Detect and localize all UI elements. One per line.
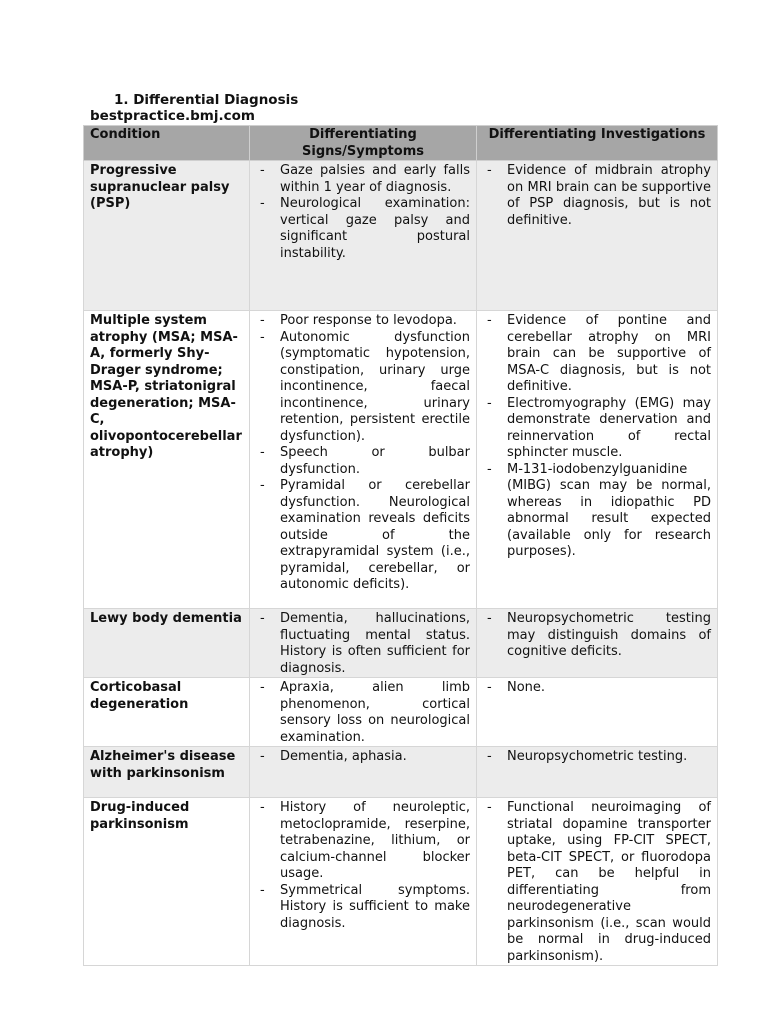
condition-cell: Lewy body dementia [84, 609, 250, 678]
table-row [84, 678, 718, 747]
investigations-list [483, 800, 711, 965]
list-item: - Dementia, hallucinations, fluctuating mental status. History is often sufficient for diagnosis. [256, 611, 470, 677]
investigations-cell [477, 161, 718, 311]
investigations-cell [477, 798, 718, 966]
investigations-list [483, 680, 711, 697]
list-item: - Speech or bulbar dysfunction. [256, 445, 470, 478]
condition-cell: Drug-induced parkinsonism [84, 798, 250, 966]
list-item: - Gaze palsies and early falls within 1 year of diagnosis. [256, 163, 470, 196]
table-header-row [84, 126, 718, 161]
list-item: - Autonomic dysfunction (symptomatic hypotension, constipation, urinary urge incontinence, faecal incontinence, urinary retention, persistent erectile dysfunction). [256, 330, 470, 446]
list-item: - Functional neuroimaging of striatal dopamine transporter uptake, using FP-CIT SPECT, beta-CIT SPECT, or fluorodopa PET, can be helpful in differentiating from neurodegenerative parkinsonism (i.e., scan would be normal in drug-induced parkinsonism). [483, 800, 711, 965]
signs-cell [250, 678, 477, 747]
condition-cell: Progressive supranuclear palsy (PSP) [84, 161, 250, 311]
header-condition: Condition [84, 126, 250, 161]
list-item: - None. [483, 680, 711, 697]
investigations-cell [477, 747, 718, 798]
condition-cell: Multiple system atrophy (MSA; MSA-A, formerly Shy-Drager syndrome; MSA-P, striatonigral degeneration; MSA-C, olivopontocerebellar atrophy) [84, 311, 250, 609]
table-row [84, 311, 718, 609]
list-item: - Symmetrical symptoms. History is sufficient to make diagnosis. [256, 883, 470, 933]
list-item: - Dementia, aphasia. [256, 749, 470, 766]
signs-cell [250, 311, 477, 609]
source-line: bestpractice.bmj.com [90, 108, 255, 124]
list-item: - Electromyography (EMG) may demonstrate denervation and reinnervation of rectal sphincter muscle. [483, 396, 711, 462]
list-item: - Apraxia, alien limb phenomenon, cortical sensory loss on neurological examination. [256, 680, 470, 746]
table-row [84, 161, 718, 311]
list-item: - Neuropsychometric testing may distinguish domains of cognitive deficits. [483, 611, 711, 661]
investigations-list [483, 313, 711, 561]
table-row [84, 747, 718, 798]
signs-list [256, 680, 470, 746]
header-signs: Differentiating Signs/Symptoms [250, 126, 477, 161]
list-item: - Neurological examination: vertical gaze palsy and significant postural instability. [256, 196, 470, 262]
list-item: - Evidence of midbrain atrophy on MRI brain can be supportive of PSP diagnosis, but is not definitive. [483, 163, 711, 229]
investigations-list [483, 749, 711, 766]
investigations-list [483, 163, 711, 229]
condition-cell: Alzheimer's disease with parkinsonism [84, 747, 250, 798]
list-item: - Poor response to levodopa. [256, 313, 470, 330]
differential-diagnosis-table [83, 125, 718, 966]
investigations-cell [477, 311, 718, 609]
section-heading: 1. Differential Diagnosis [114, 92, 299, 108]
list-item: - Neuropsychometric testing. [483, 749, 711, 766]
signs-list [256, 800, 470, 932]
list-item: - Pyramidal or cerebellar dysfunction. Neurological examination reveals deficits outside of the extrapyramidal system (i.e., pyramidal, cerebellar, or autonomic deficits). [256, 478, 470, 594]
investigations-cell [477, 678, 718, 747]
list-item: - Evidence of pontine and cerebellar atrophy on MRI brain can be supportive of MSA-C diagnosis, but is not definitive. [483, 313, 711, 396]
header-investigations: Differentiating Investigations [477, 126, 718, 161]
investigations-list [483, 611, 711, 661]
document-heading-block [90, 92, 298, 124]
table-row [84, 798, 718, 966]
signs-cell [250, 747, 477, 798]
signs-list [256, 611, 470, 677]
condition-cell: Corticobasal degeneration [84, 678, 250, 747]
signs-cell [250, 161, 477, 311]
list-item: - History of neuroleptic, metoclopramide, reserpine, tetrabenazine, lithium, or calcium-channel blocker usage. [256, 800, 470, 883]
signs-cell [250, 609, 477, 678]
list-item: - M-131-iodobenzylguanidine (MIBG) scan may be normal, whereas in idiopathic PD abnormal result expected (available only for research purposes). [483, 462, 711, 561]
signs-list [256, 749, 470, 766]
investigations-cell [477, 609, 718, 678]
signs-list [256, 313, 470, 594]
table-row [84, 609, 718, 678]
signs-list [256, 163, 470, 262]
signs-cell [250, 798, 477, 966]
